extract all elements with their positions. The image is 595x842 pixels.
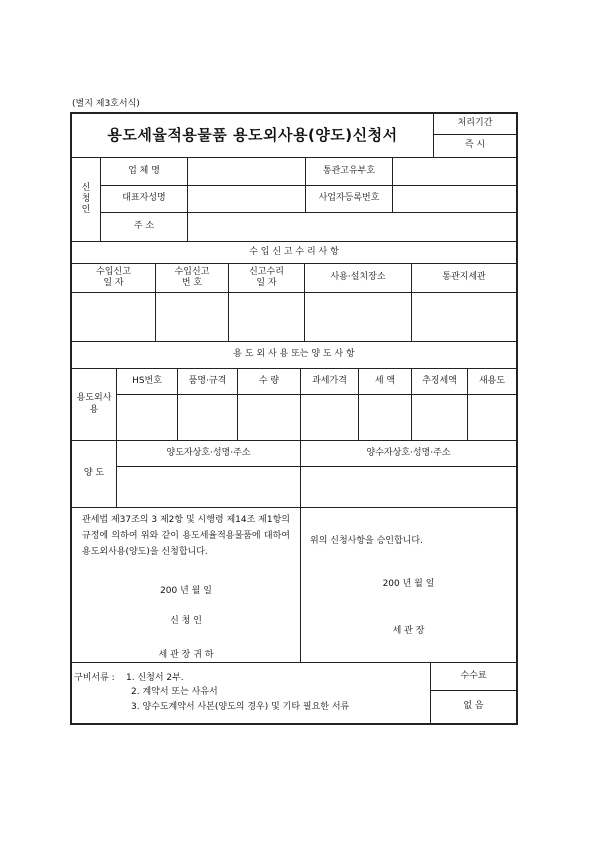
declaration-applicant: 신 청 인 [170,616,202,626]
address-field[interactable] [188,213,516,241]
tax-amount-field[interactable] [359,395,411,440]
transferor-field[interactable] [117,467,300,507]
ceo-name-label: 대표자성명 [122,193,166,204]
attachment-item-3: 3. 양수도계약서 사본(양도의 경우) 및 기타 필요한 서류 [131,702,350,712]
customs-office-header: 통관지세관 [442,272,486,283]
non-use-row-label: 용도외사 용 [76,393,112,415]
processing-period-value: 즉 시 [464,140,486,151]
approval-date: 200 년 월 일 [382,579,435,589]
quantity-header: 수 량 [258,375,280,386]
transfer-row-label: 양 도 [83,468,105,479]
attachment-item-1: 1. 신청서 2부. [126,673,184,683]
transferee-header: 양수자상호·성명·주소 [366,447,451,458]
customs-id-field[interactable] [393,158,516,185]
approval-signer: 세 관 장 [392,626,425,636]
approval-text: 위의 신청사항을 승인합니다. [310,536,423,546]
install-location-field[interactable] [305,293,411,341]
hs-code-header: HS번호 [132,375,162,386]
additional-tax-field[interactable] [412,395,467,440]
company-name-field[interactable] [188,158,305,185]
hs-code-field[interactable] [117,395,177,440]
install-location-header: 사용·설치장소 [330,272,386,283]
taxable-value-field[interactable] [301,395,358,440]
customs-office-field[interactable] [412,293,516,341]
quantity-field[interactable] [238,395,300,440]
declaration-addressee: 세 관 장 귀 하 [158,650,214,660]
new-use-header: 새용도 [478,375,506,386]
taxable-value-header: 과세가격 [312,375,347,386]
business-reg-field[interactable] [393,186,516,212]
item-spec-header: 품명·규격 [188,375,227,386]
form-title: 용도세율적용물품 용도외사용(양도)신청서 [107,126,398,145]
acceptance-date-header: 신고수리 일 자 [249,266,284,288]
address-label: 주 소 [133,221,155,232]
tax-amount-header: 세 액 [374,375,396,386]
new-use-field[interactable] [468,395,516,440]
attachments-label: 구비서류 : [74,673,115,683]
import-date-field[interactable] [72,293,155,341]
declaration-date: 200 년 월 일 [160,586,212,596]
ceo-name-field[interactable] [188,186,305,212]
company-name-label: 업 체 명 [128,165,160,176]
item-spec-field[interactable] [178,395,237,440]
import-number-header: 수입신고 번 호 [174,266,210,288]
processing-period-label: 처리기간 [457,117,493,128]
applicant-side-label: 신 청 인 [81,182,91,216]
import-date-header: 수입신고 일 자 [96,266,131,288]
declaration-text: 관세법 제37조의 3 제2항 및 시행령 제14조 제1항의 규정에 의하여 위와 같이 용도세율적용물품에 대하여 용도외사용(양도)을 신청합니다. [82,515,290,557]
transferor-header: 양도자상호·성명·주소 [166,447,251,458]
form-label: (별지 제3호서식) [72,99,140,109]
customs-id-label: 통관고유부호 [322,165,376,176]
usage-section-heading: 용 도 외 사 용 또는 양 도 사 항 [233,349,355,360]
acceptance-date-field[interactable] [229,293,304,341]
attachment-item-2: 2. 계약서 또는 사유서 [131,687,218,697]
import-section-heading: 수 입 신 고 수 리 사 항 [249,246,339,257]
additional-tax-header: 추징세액 [422,375,457,386]
transferee-field[interactable] [301,467,516,507]
business-reg-label: 사업자등록번호 [318,193,380,204]
import-number-field[interactable] [156,293,228,341]
fee-label: 수수료 [460,670,487,681]
fee-value: 없 음 [463,701,484,712]
